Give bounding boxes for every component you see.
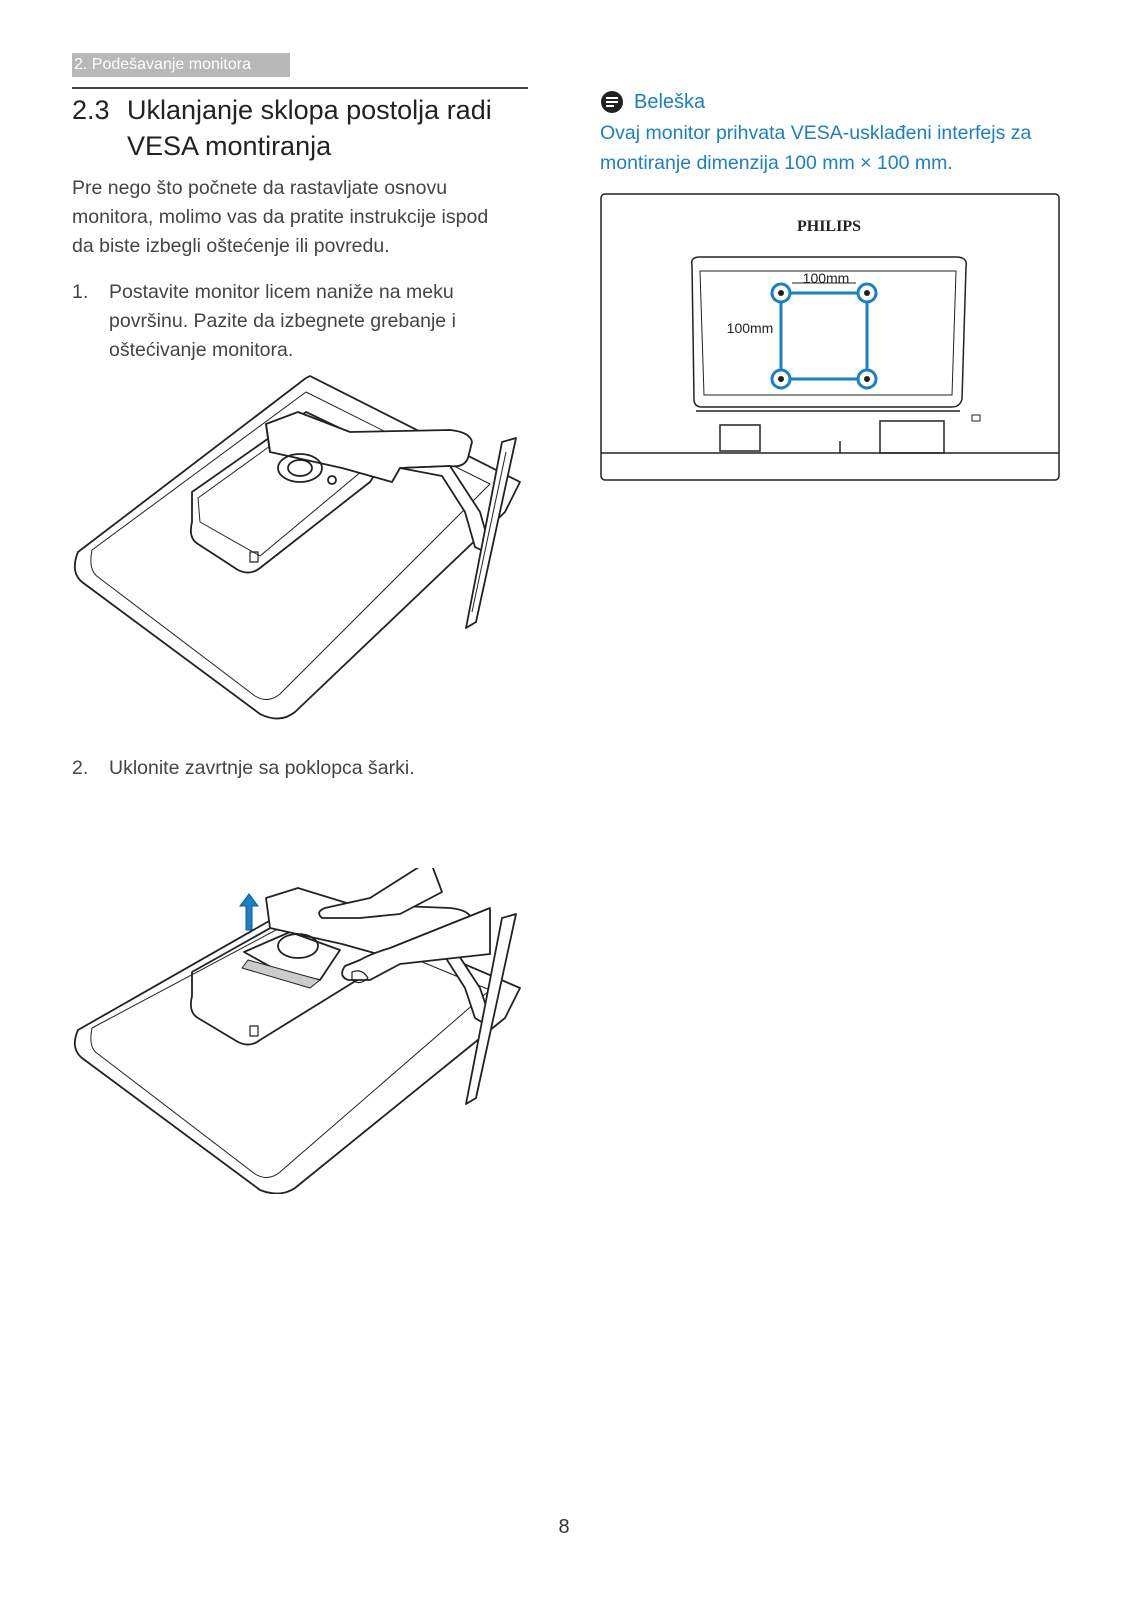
step-number: 1. — [72, 281, 89, 303]
step-number: 2. — [72, 757, 89, 779]
remove-hinge-cover-illustration — [70, 868, 540, 1194]
title-rule — [72, 87, 528, 89]
vesa-mounting-holes — [772, 284, 876, 388]
note-heading — [600, 88, 705, 116]
monitor-facedown-illustration — [70, 372, 540, 724]
vesa-mount-diagram — [600, 193, 1060, 483]
page-number: 8 — [558, 1516, 570, 1538]
intro-paragraph: Pre nego što počnete da rastavljate osnovu monitora, molimo vas da pratite instrukcije ispod da biste izbegli oštećenje ili povredu. — [72, 177, 489, 257]
section-title-line2: VESA montiranja — [127, 131, 332, 161]
step-text: Uklonite zavrtnje sa poklopca šarki. — [109, 757, 415, 779]
width-label: 100mm — [802, 270, 850, 286]
step-1 — [72, 278, 532, 365]
step-text: Postavite monitor licem naniže na meku površinu. Pazite da izbegnete grebanje i oštećivanje monitora. — [109, 281, 456, 361]
section-title — [72, 92, 542, 164]
note-heading-text: Beleška — [634, 91, 706, 113]
step-2 — [72, 754, 532, 783]
note-icon — [600, 90, 624, 114]
section-tab: 2. Podešavanje monitora — [72, 53, 290, 77]
height-label: 100mm — [726, 320, 774, 336]
note-text: Ovaj monitor prihvata VESA-usklađeni interfejs za montiranje dimenzija 100 mm × 100 mm. — [600, 122, 1032, 174]
section-title-line1: Uklanjanje sklopa postolja radi — [127, 95, 492, 125]
section-number: 2.3 — [72, 95, 110, 125]
brand-logo: PHILIPS — [796, 218, 862, 235]
